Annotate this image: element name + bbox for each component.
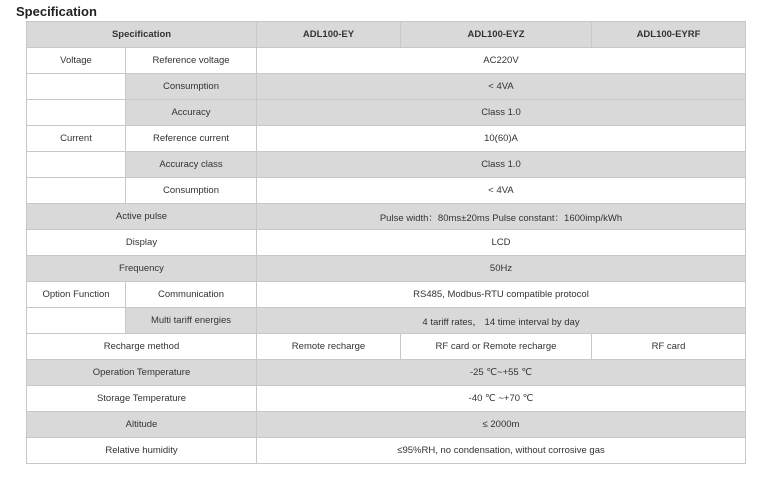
row-value: ≤95%RH, no condensation, without corrosive gas [257, 438, 746, 464]
row-label: Accuracy class [126, 152, 257, 178]
table-row [27, 282, 746, 308]
row-value: -25 ℃~+55 ℃ [257, 360, 746, 386]
row-value: RS485, Modbus-RTU compatible protocol [257, 282, 746, 308]
row-value: < 4VA [257, 74, 746, 100]
table-row [27, 360, 746, 386]
empty-cell [27, 74, 126, 100]
header-cell: Specification [27, 22, 257, 48]
row-label: Active pulse [27, 204, 257, 230]
table-row [27, 256, 746, 282]
row-value: ≤ 2000m [257, 412, 746, 438]
table-row [27, 126, 746, 152]
row-value: 4 tariff rates， 14 time interval by day [257, 308, 746, 334]
table-row [27, 308, 746, 334]
row-label: Operation Temperature [27, 360, 257, 386]
table-row [27, 152, 746, 178]
group-label: Option Function [27, 282, 126, 308]
row-label: Frequency [27, 256, 257, 282]
row-label: Relative humidity [27, 438, 257, 464]
row-value: Class 1.0 [257, 152, 746, 178]
table-row [27, 230, 746, 256]
row-label: Communication [126, 282, 257, 308]
table-row [27, 386, 746, 412]
row-value: LCD [257, 230, 746, 256]
table-row [27, 204, 746, 230]
row-label: Storage Temperature [27, 386, 257, 412]
table-row [27, 178, 746, 204]
table-row [27, 334, 746, 360]
row-label: Accuracy [126, 100, 257, 126]
row-value: AC220V [257, 48, 746, 74]
row-label: Multi tariff energies [126, 308, 257, 334]
row-value: RF card or Remote recharge [401, 334, 592, 360]
table-row [27, 74, 746, 100]
row-label: Consumption [126, 178, 257, 204]
table-row [27, 412, 746, 438]
row-value: < 4VA [257, 178, 746, 204]
empty-cell [27, 178, 126, 204]
row-label: Altitude [27, 412, 257, 438]
table-row [27, 100, 746, 126]
row-value: 50Hz [257, 256, 746, 282]
row-label: Display [27, 230, 257, 256]
row-value: Class 1.0 [257, 100, 746, 126]
empty-cell [27, 100, 126, 126]
header-cell: ADL100-EYZ [401, 22, 592, 48]
spec-table [26, 21, 746, 464]
row-label: Recharge method [27, 334, 257, 360]
header-cell: ADL100-EY [257, 22, 401, 48]
table-row [27, 48, 746, 74]
row-value: Remote recharge [257, 334, 401, 360]
group-label: Current [27, 126, 126, 152]
table-row [27, 438, 746, 464]
group-label: Voltage [27, 48, 126, 74]
empty-cell [27, 152, 126, 178]
row-value: RF card [592, 334, 746, 360]
row-label: Reference current [126, 126, 257, 152]
empty-cell [27, 308, 126, 334]
table-header-row [27, 22, 746, 48]
row-label: Reference voltage [126, 48, 257, 74]
row-value: 10(60)A [257, 126, 746, 152]
section-heading: Specification [16, 4, 97, 19]
row-value: -40 ℃ ~+70 ℃ [257, 386, 746, 412]
row-label: Consumption [126, 74, 257, 100]
row-value: Pulse width：80ms±20ms Pulse constant：1600imp/kWh [257, 204, 746, 230]
header-cell: ADL100-EYRF [592, 22, 746, 48]
